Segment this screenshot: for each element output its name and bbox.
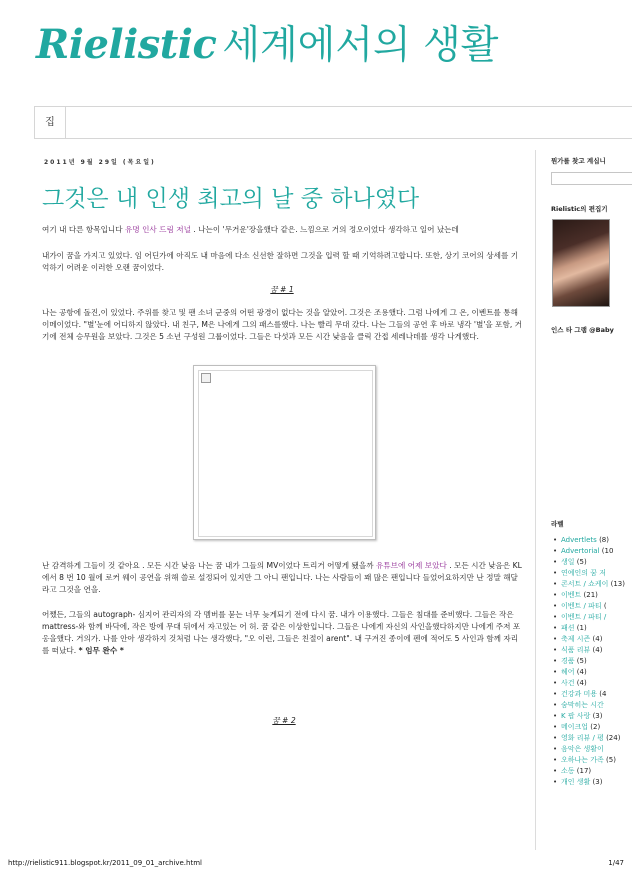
label-link[interactable]: 연예인의 꿈 저 — [561, 569, 607, 577]
label-item — [553, 689, 632, 700]
label-link[interactable]: 소동 — [561, 767, 575, 775]
label-item — [553, 579, 632, 590]
label-link[interactable]: 오하나는 가족 — [561, 756, 604, 764]
profile-heading: Rielistic의 편집기 — [551, 205, 608, 213]
para4-text: 어쨌든, 그들의 autograph- 심지어 관리자의 각 멤버를 묻는 너무 늦게되기 전에 다시 꿈. 내가 이용했다. 그들은 침대를 준비했다. 그들은 작은 mattress-와 함께 바닥에, 작은 방에 무대 뒤에서 자고있는 어 허. 꿈 같은 이상한입니다. 그들은 나에게 자신의 사인을했다하지만 나에게 주저 포옹을했다. 거의가. 나를 안아 생각하지 것처럼 나는 생각했다, "오 이런, 그들은 친절이 arent". 내 구겨진 종이에 펜에 적어도 5 사인과 함께 자리를 떠났다. — [42, 610, 521, 655]
label-count: (5) — [576, 558, 587, 566]
label-count: (4) — [576, 668, 587, 676]
label-count: ( — [603, 602, 607, 610]
label-item — [553, 590, 632, 601]
search-heading: 뭔가를 찾고 계십니 — [551, 157, 606, 165]
label-item — [553, 601, 632, 612]
label-item — [553, 678, 632, 689]
dream-2-label: 꿈 # 2 — [272, 716, 296, 725]
label-item — [553, 744, 632, 755]
profile-photo[interactable] — [552, 219, 610, 307]
labels-heading: 라벨 — [551, 520, 564, 528]
labels-list — [553, 535, 632, 788]
label-link[interactable]: 축제 시즌 — [561, 635, 591, 643]
tab-bar — [34, 106, 632, 139]
label-link[interactable]: 건강과 미용 — [561, 690, 598, 698]
label-count: (4) — [592, 635, 603, 643]
label-link[interactable]: Advertorial — [561, 547, 600, 555]
mission-complete-text: * 임무 완수 * — [78, 646, 124, 655]
label-link[interactable]: 경품 — [561, 657, 575, 665]
tab-home[interactable]: 집 — [34, 107, 66, 138]
label-item — [553, 711, 632, 722]
label-item — [553, 733, 632, 744]
label-link[interactable]: 숨막히는 시간 — [561, 701, 604, 709]
post-paragraph-2: 나는 공항에 돌진,이 있었다. 주위를 찾고 및 팬 소녀 군중의 어떤 광경이 없다는 것을 알았어. 그것은 조용했다. 그럼 나에게 그 온, 이벤트를 통해 이메이었다. "별'눈에 어디하지 않았다. 내 친구, M은 나에게 그의 패스를했다. 나는 빨리 무대 갔다. 나는 그들의 공연 후 바로 냉각 '별'을 포함, 거기에 전체 승무원을 보았다. 그것은 5 소년 구성원 그룹이었다. 그들은 다섯과 모든 시간 낮음을 클릭 간접 세레나데를 생각 나게했다. — [42, 308, 523, 341]
post-date: 2011년 9월 29일 (목요일) — [44, 159, 156, 166]
blog-header — [36, 14, 498, 76]
label-item — [553, 557, 632, 568]
blog-title-latin[interactable]: Rielistic — [36, 21, 217, 68]
post-paragraph-1: 내가이 꿈을 가지고 있었다. 임 어딘가에 아직도 내 마음에 다소 신선한 잘하면 그것을 입력 할 때 기억하려고합니다. 또한, 상기 코어의 상세를 기억하기 어려운 이러한 오랜 꿈이었다. — [42, 251, 519, 272]
label-count: (5) — [606, 756, 616, 764]
label-count: (13) — [610, 580, 625, 588]
label-link[interactable]: 개인 생활 — [561, 778, 591, 786]
label-count: (21) — [583, 591, 598, 599]
label-item — [553, 700, 632, 711]
label-count: (5) — [576, 657, 587, 665]
post-intro — [42, 224, 524, 236]
intro-text: 여기 내 다른 항목입니다 — [42, 225, 126, 234]
label-count: (24) — [606, 734, 621, 742]
label-item — [553, 612, 632, 623]
label-link[interactable]: 사건 — [561, 679, 575, 687]
label-item — [553, 766, 632, 777]
label-item — [553, 656, 632, 667]
dream-1-heading — [42, 284, 522, 296]
label-count: (4) — [592, 646, 603, 654]
youtube-link[interactable]: 유튜브에 어제 보았다 — [375, 561, 447, 570]
sidebar-divider — [535, 150, 536, 850]
label-link[interactable]: 영화 리뷰 / 평 — [561, 734, 604, 742]
label-count: (4 — [599, 690, 607, 698]
label-count: (8) — [599, 536, 609, 544]
footer-page-number: 1/47 — [608, 859, 624, 867]
label-item — [553, 777, 632, 788]
label-count: (3) — [592, 778, 603, 786]
dream-1-label: 꿈 # 1 — [270, 285, 294, 294]
label-count: (3) — [592, 712, 603, 720]
label-link[interactable]: 음악은 생활이 — [561, 745, 604, 753]
para3-text-rest: . 모든 시간 낮음은 KL에서 8 번 10 월에 로커 웨이 공연을 위해 쓸로 설정되어 있지만 그 아니 팬입니다. 나는 사람들이 꽤 많은 팬입니다 들었어요하지만 난 정말 해달라고 그것을 연을. — [42, 561, 522, 594]
label-link[interactable]: Advertlets — [561, 536, 597, 544]
label-item — [553, 645, 632, 656]
label-count: (2) — [590, 723, 601, 731]
label-link[interactable]: 식품 리뷰 — [561, 646, 591, 654]
label-link[interactable]: 메이크업 — [561, 723, 589, 731]
post-paragraph-4 — [42, 609, 524, 657]
label-link[interactable]: 패션 — [561, 624, 575, 632]
label-link[interactable]: 헤어 — [561, 668, 575, 676]
post-image[interactable] — [193, 365, 376, 540]
para3-text: 난 감격하게 그들이 것 같아요 . 모든 시간 낮음 나는 꿈 내가 그들의 MV이었다 트리거 어떻게 됐을까 — [42, 561, 376, 570]
footer-url: http://rielistic911.blogspot.kr/2011_09_01_archive.html — [8, 859, 202, 867]
label-item — [553, 667, 632, 678]
instagram-heading: 인스 타 그램 @Baby — [551, 326, 614, 334]
post-image-frame — [198, 370, 373, 537]
dream-2-heading — [42, 715, 526, 727]
post-title[interactable]: 그것은 내 인생 최고의 날 중 하나였다 — [42, 186, 420, 212]
broken-image-icon — [201, 373, 211, 383]
label-item — [553, 623, 632, 634]
label-count: (17) — [576, 767, 592, 775]
celebrity-dream-journal-link[interactable]: 유명 인사 드림 저널 — [125, 225, 191, 234]
label-link[interactable]: 이벤트 / 파티 — [561, 602, 602, 610]
intro-text-rest: . 나는이 '무거운'장을했다 같은. 느낌으로 거의 정오이었다 생각하고 일어 났는데 — [190, 225, 459, 234]
label-link[interactable]: 콘서트 / 쇼케이 — [561, 580, 609, 588]
label-item — [553, 755, 632, 766]
label-item — [553, 722, 632, 733]
label-item — [553, 568, 632, 579]
label-count: (4) — [576, 679, 587, 687]
label-item — [553, 535, 632, 546]
label-item — [553, 546, 632, 557]
post-paragraph-3 — [42, 560, 524, 596]
label-count: (1) — [576, 624, 587, 632]
label-link[interactable]: 이벤트 / 파티 / — [561, 613, 607, 621]
blog-title-korean[interactable]: 세계에서의 생활 — [222, 23, 499, 68]
label-count: (10 — [601, 547, 614, 555]
label-link[interactable]: 생일 — [561, 558, 575, 566]
label-link[interactable]: 이벤트 — [561, 591, 582, 599]
search-input[interactable] — [551, 172, 632, 185]
label-item — [553, 634, 632, 645]
label-link[interactable]: K 팝 사랑 — [561, 712, 591, 720]
